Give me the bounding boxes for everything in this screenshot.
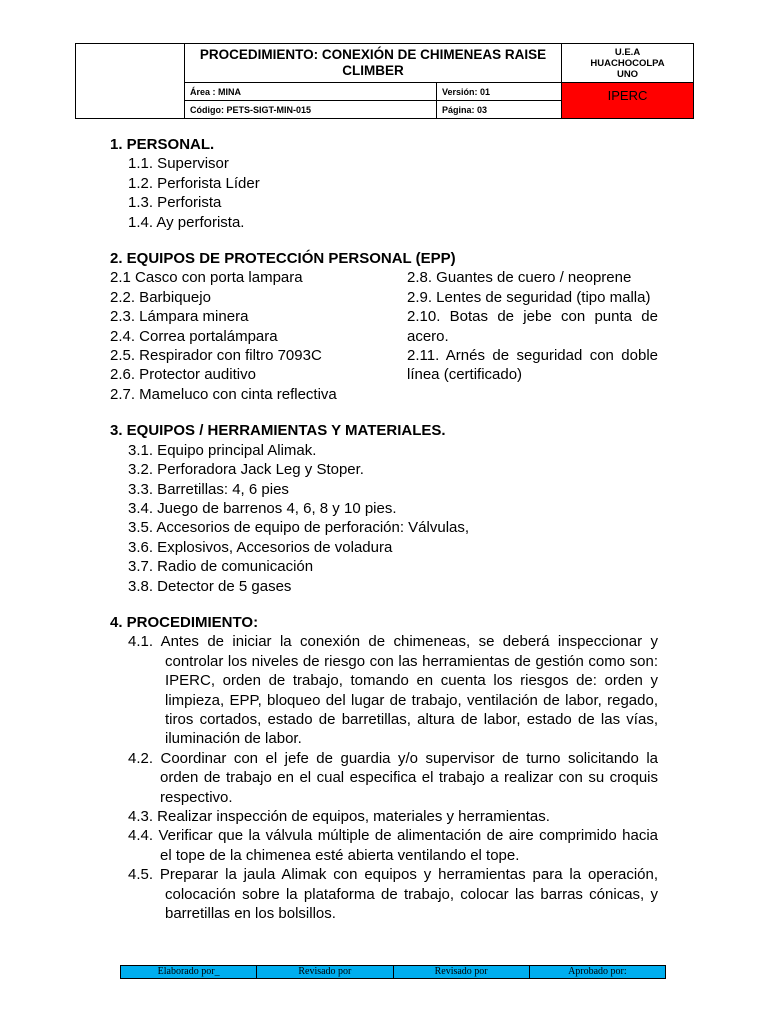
document-header bbox=[75, 43, 694, 119]
section-title: 4. PROCEDIMIENTO: bbox=[110, 613, 259, 631]
section-personal bbox=[110, 135, 658, 232]
reviewed-by-cell: Revisado por bbox=[257, 966, 393, 979]
procedure-step: 4.1. Antes de iniciar la conexión de chimeneas, se deberá inspeccionar y controlar los niveles de riesgo con las herramientas de gestión como son: IPERC, orden de trabajo, tomando en cuenta los riesgos de: orden y limpieza, EPP, bloqueo del lugar de trabajo, ventilación de labor, regado, tiros cortados, estado de barretillas, altura de labor, estado de las vías, iluminación de labor. bbox=[128, 633, 658, 748]
list-item: 3.3. Barretillas: 4, 6 pies bbox=[128, 480, 289, 498]
document-title: PROCEDIMIENTO: CONEXIÓN DE CHIMENEAS RAISE CLIMBER bbox=[185, 44, 562, 83]
section-procedimiento bbox=[110, 613, 658, 924]
iperc-badge: IPERC bbox=[562, 83, 694, 119]
list-item: 1.3. Perforista bbox=[128, 194, 222, 212]
epp-left-column bbox=[110, 268, 407, 404]
section-title: 2. EQUIPOS DE PROTECCIÓN PERSONAL (EPP) bbox=[110, 250, 456, 268]
section-title: 1. PERSONAL. bbox=[110, 136, 215, 153]
list-item: 2.11. Arnés de seguridad con doble línea (certificado) bbox=[407, 347, 658, 384]
epp-right-column bbox=[407, 268, 658, 404]
list-item: 1.1. Supervisor bbox=[128, 155, 229, 173]
list-item: 3.8. Detector de 5 gases bbox=[128, 577, 292, 595]
list-item: 3.7. Radio de comunicación bbox=[128, 558, 314, 576]
area-field: Área : MINA bbox=[185, 83, 437, 101]
logo-cell bbox=[76, 44, 185, 119]
elaborated-by-cell: Elaborado por_ bbox=[121, 966, 257, 979]
reviewed-by-cell: Revisado por bbox=[393, 966, 529, 979]
list-item: 3.5. Accesorios de equipo de perforación: Válvulas, bbox=[128, 519, 470, 537]
list-item: 3.2. Perforadora Jack Leg y Stoper. bbox=[128, 461, 364, 479]
section-title: 3. EQUIPOS / HERRAMIENTAS Y MATERIALES. bbox=[110, 422, 446, 440]
procedure-step: 4.2. Coordinar con el jefe de guardia y/o supervisor de turno solicitando la orden de trabajo en el cual especifica el trabajo a realizar con su croquis respectivo. bbox=[128, 749, 658, 806]
procedure-step: 4.3. Realizar inspección de equipos, materiales y herramientas. bbox=[128, 808, 550, 825]
org-line-3: UNO bbox=[616, 68, 639, 80]
list-item: 2.5. Respirador con filtro 7093C bbox=[110, 347, 322, 365]
list-item: 1.2. Perforista Líder bbox=[128, 174, 260, 192]
org-line-2: HUACHOCOLPA bbox=[590, 57, 665, 69]
list-item: 2.7. Mameluco con cinta reflectiva bbox=[110, 385, 337, 403]
list-item: 2.10. Botas de jebe con punta de acero. bbox=[407, 308, 658, 345]
procedure-step: 4.4. Verificar que la válvula múltiple de alimentación de aire comprimido hacia el tope de la chimenea esté abierta ventilando el tope. bbox=[128, 827, 658, 864]
list-item: 2.3. Lámpara minera bbox=[110, 308, 249, 326]
approval-footer bbox=[120, 965, 666, 979]
section-equipos bbox=[110, 421, 658, 596]
list-item: 2.2. Barbiquejo bbox=[110, 288, 211, 306]
org-line-1: U.E.A bbox=[614, 46, 641, 58]
list-item: 2.4. Correa portalámpara bbox=[110, 327, 278, 345]
list-item: 3.1. Equipo principal Alimak. bbox=[128, 441, 317, 459]
approved-by-cell: Aprobado por: bbox=[529, 966, 665, 979]
organization-name bbox=[562, 44, 694, 83]
list-item: 3.6. Explosivos, Accesorios de voladura bbox=[128, 538, 393, 556]
list-item: 3.4. Juego de barrenos 4, 6, 8 y 10 pies. bbox=[128, 499, 397, 517]
list-item: 1.4. Ay perforista. bbox=[128, 213, 245, 231]
page-field: Página: 03 bbox=[437, 101, 562, 119]
list-item: 2.6. Protector auditivo bbox=[110, 366, 256, 384]
section-epp bbox=[110, 249, 658, 404]
code-field: Código: PETS-SIGT-MIN-015 bbox=[185, 101, 437, 119]
procedure-step: 4.5. Preparar la jaula Alimak con equipos y herramientas para la operación, colocación sobre la plataforma de trabajo, colocar las barras cónicas, y barretillas en los bolsillos. bbox=[128, 866, 658, 923]
list-item: 2.9. Lentes de seguridad (tipo malla) bbox=[407, 288, 651, 306]
list-item: 2.8. Guantes de cuero / neoprene bbox=[407, 269, 632, 287]
list-item: 2.1 Casco con porta lampara bbox=[110, 269, 303, 287]
document-body bbox=[110, 135, 658, 940]
version-field: Versión: 01 bbox=[437, 83, 562, 101]
